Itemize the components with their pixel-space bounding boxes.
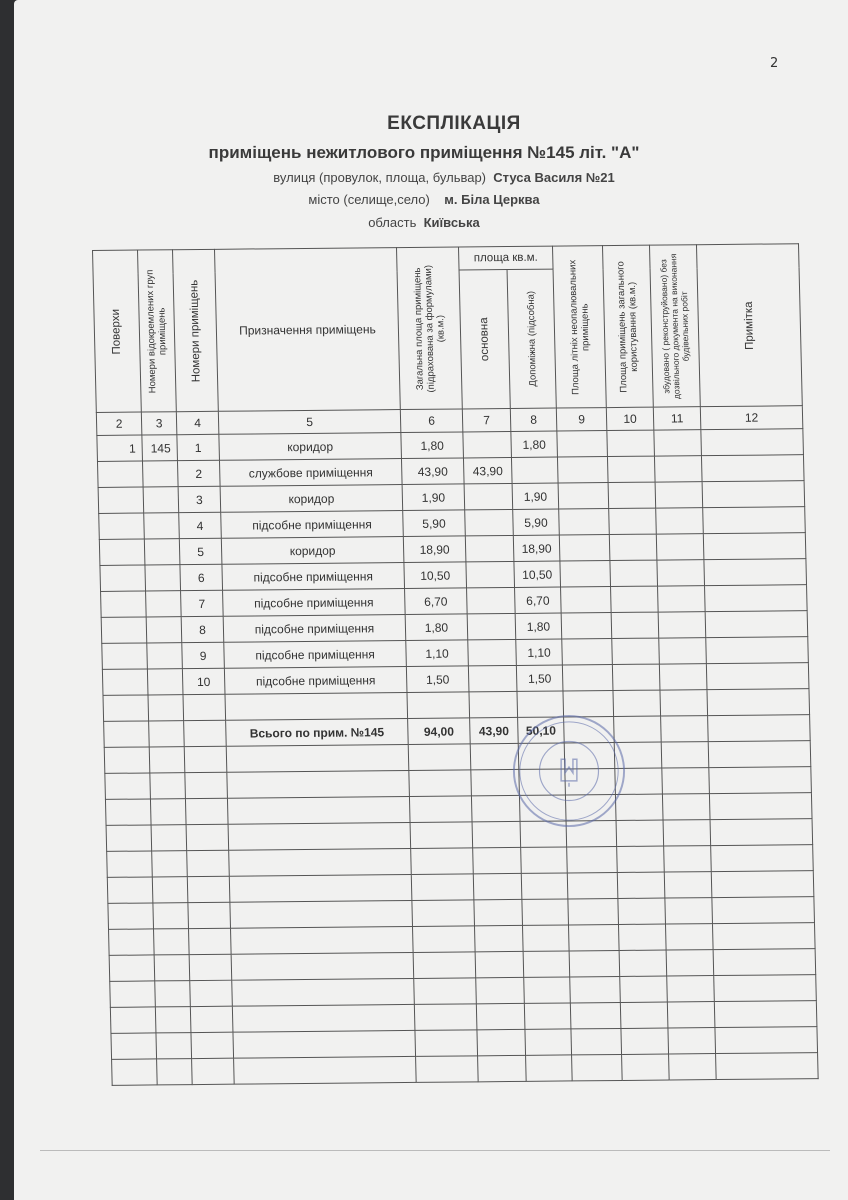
floor-cell xyxy=(102,669,148,695)
empty-cell xyxy=(187,850,230,876)
empty-cell xyxy=(153,903,189,929)
total-aux-sum-cell: 50,10 xyxy=(518,717,565,743)
col-header-total-area: Загальна площа приміщень (підрахована за формулами) (кв.м.) xyxy=(396,247,462,410)
empty-cell xyxy=(561,613,612,639)
street-label: вулиця (провулок, площа, бульвар) xyxy=(273,170,487,185)
room-number-cell: 2 xyxy=(177,460,220,486)
aux-area-cell: 1,50 xyxy=(516,665,563,691)
page-number: 2 xyxy=(770,56,779,71)
main-area-cell xyxy=(463,431,512,457)
col-header-main: основна xyxy=(459,270,510,409)
empty-cell xyxy=(656,508,704,534)
empty-cell xyxy=(610,560,658,586)
document-subtitle: приміщень нежитлового приміщення №145 літ. "А" xyxy=(208,143,640,162)
empty-cell xyxy=(557,457,608,483)
purpose-cell: підсобне приміщення xyxy=(224,641,407,669)
aux-area-cell: 10,50 xyxy=(514,561,561,587)
purpose-cell: коридор xyxy=(219,433,402,461)
column-number-cell: 3 xyxy=(141,412,177,435)
oblast-value: Київська xyxy=(423,215,480,230)
column-number-cell: 2 xyxy=(96,412,142,435)
total-area-cell: 1,10 xyxy=(406,640,469,667)
empty-cell xyxy=(559,535,610,561)
empty-cell xyxy=(661,742,709,768)
group-cell xyxy=(146,591,182,617)
empty-cell xyxy=(110,1007,156,1033)
explication-table xyxy=(92,243,819,1086)
empty-cell xyxy=(227,796,410,824)
col-header-summer: Площа літніх неопалювальних приміщень xyxy=(553,246,607,408)
empty-cell xyxy=(188,902,231,928)
empty-cell xyxy=(407,692,470,719)
empty-cell xyxy=(667,976,715,1002)
empty-cell xyxy=(184,720,227,746)
total-area-sum-cell: 94,00 xyxy=(408,718,471,745)
empty-cell xyxy=(715,1027,818,1054)
floor-cell xyxy=(98,487,144,513)
empty-cell xyxy=(667,1002,715,1028)
empty-cell xyxy=(183,694,226,720)
empty-cell xyxy=(655,482,703,508)
empty-cell xyxy=(154,929,190,955)
total-area-cell: 10,50 xyxy=(404,562,467,589)
empty-cell xyxy=(186,824,229,850)
column-number-cell: 7 xyxy=(462,408,511,431)
empty-cell xyxy=(413,952,476,979)
empty-cell xyxy=(709,767,812,794)
empty-cell xyxy=(560,561,611,587)
empty-cell xyxy=(150,799,186,825)
aux-area-cell: 1,10 xyxy=(516,639,563,665)
column-number-cell: 5 xyxy=(218,410,401,435)
empty-cell xyxy=(476,1003,525,1029)
main-area-cell xyxy=(468,665,517,691)
aux-area-cell: 1,80 xyxy=(511,431,558,457)
empty-cell xyxy=(705,611,808,638)
city-line xyxy=(0,192,848,207)
empty-cell xyxy=(611,586,659,612)
column-number-cell: 4 xyxy=(176,411,219,434)
floor-cell: 1 xyxy=(97,435,143,461)
floor-cell xyxy=(101,617,147,643)
empty-cell xyxy=(104,721,150,747)
floor-cell xyxy=(99,513,145,539)
empty-cell xyxy=(704,559,807,586)
empty-cell xyxy=(659,638,707,664)
empty-cell xyxy=(474,899,523,925)
purpose-cell: коридор xyxy=(220,485,403,513)
room-number-cell: 6 xyxy=(180,564,223,590)
empty-cell xyxy=(189,928,232,954)
aux-area-cell: 1,80 xyxy=(515,613,562,639)
empty-cell xyxy=(105,773,151,799)
room-number-cell: 1 xyxy=(177,434,220,460)
main-area-cell: 43,90 xyxy=(463,457,512,483)
empty-cell xyxy=(701,429,804,456)
empty-cell xyxy=(227,770,410,798)
empty-cell xyxy=(663,820,711,846)
empty-cell xyxy=(107,851,153,877)
empty-cell xyxy=(706,663,809,690)
empty-cell xyxy=(714,975,817,1002)
empty-cell xyxy=(191,1032,234,1058)
empty-cell xyxy=(228,822,411,850)
empty-cell xyxy=(190,1006,233,1032)
empty-cell xyxy=(185,798,228,824)
empty-cell xyxy=(524,1003,571,1029)
empty-cell xyxy=(189,954,232,980)
column-number-cell: 12 xyxy=(700,406,803,430)
city-value: м. Біла Церква xyxy=(444,192,540,207)
group-cell xyxy=(142,461,178,487)
empty-cell xyxy=(703,507,806,534)
empty-cell xyxy=(612,638,660,664)
main-area-cell xyxy=(465,535,514,561)
empty-cell xyxy=(111,1033,157,1059)
empty-cell xyxy=(150,773,186,799)
col-header-purpose: Призначення приміщень xyxy=(215,248,401,412)
empty-cell xyxy=(559,509,610,535)
empty-cell xyxy=(662,768,710,794)
aux-area-cell xyxy=(511,457,558,483)
empty-cell xyxy=(665,898,713,924)
total-area-cell: 6,70 xyxy=(405,588,468,615)
explication-table-wrap xyxy=(92,243,818,1110)
main-area-cell xyxy=(468,639,517,665)
empty-cell xyxy=(572,1054,623,1080)
main-area-cell xyxy=(467,587,516,613)
empty-cell xyxy=(155,981,191,1007)
empty-cell xyxy=(669,1054,717,1080)
empty-cell xyxy=(664,872,712,898)
column-number-cell: 6 xyxy=(400,409,463,433)
empty-cell xyxy=(571,1028,622,1054)
empty-cell xyxy=(708,741,811,768)
total-area-cell: 18,90 xyxy=(403,536,466,563)
empty-cell xyxy=(411,848,474,875)
empty-cell xyxy=(569,924,620,950)
empty-cell xyxy=(190,980,233,1006)
purpose-cell: коридор xyxy=(221,537,404,565)
empty-cell xyxy=(609,508,657,534)
empty-cell xyxy=(620,1002,668,1028)
purpose-cell: підсобне приміщення xyxy=(221,511,404,539)
column-number-cell: 9 xyxy=(556,408,607,431)
empty-cell xyxy=(662,794,710,820)
empty-cell xyxy=(570,976,621,1002)
empty-cell xyxy=(703,533,806,560)
col-header-room-numbers: Номери приміщень xyxy=(173,249,219,411)
empty-cell xyxy=(619,950,667,976)
empty-cell xyxy=(708,715,811,742)
room-number-cell: 10 xyxy=(182,668,225,694)
empty-cell xyxy=(109,929,155,955)
aux-area-cell: 1,90 xyxy=(512,483,559,509)
empty-cell xyxy=(151,825,187,851)
empty-cell xyxy=(192,1058,235,1084)
empty-cell xyxy=(187,876,230,902)
empty-cell xyxy=(184,746,227,772)
oblast-line xyxy=(0,215,848,230)
total-label-cell: Всього по прим. №145 xyxy=(226,718,409,746)
purpose-cell: підсобне приміщення xyxy=(223,615,406,643)
floor-cell xyxy=(97,461,143,487)
col-header-note: Примітка xyxy=(696,244,802,407)
empty-cell xyxy=(658,586,706,612)
room-number-cell: 9 xyxy=(182,642,225,668)
empty-cell xyxy=(567,872,618,898)
empty-cell xyxy=(521,873,568,899)
room-number-cell: 5 xyxy=(179,538,222,564)
empty-cell xyxy=(618,898,666,924)
group-cell xyxy=(147,669,183,695)
empty-cell xyxy=(567,846,618,872)
empty-cell xyxy=(108,903,154,929)
group-cell xyxy=(147,643,183,669)
empty-cell xyxy=(521,847,568,873)
empty-cell xyxy=(107,877,153,903)
empty-cell xyxy=(112,1059,158,1085)
col-header-group-numbers: Номери відокремлених груп приміщень xyxy=(138,250,177,412)
empty-cell xyxy=(611,612,659,638)
empty-cell xyxy=(612,664,660,690)
empty-cell xyxy=(229,848,412,876)
empty-cell xyxy=(473,873,522,899)
empty-cell xyxy=(622,1054,670,1080)
empty-cell xyxy=(409,796,472,823)
empty-cell xyxy=(409,770,472,797)
empty-cell xyxy=(414,1004,477,1031)
table-row xyxy=(112,1053,819,1086)
group-cell xyxy=(146,617,182,643)
column-number-cell: 8 xyxy=(510,408,557,431)
official-stamp-icon xyxy=(510,712,628,830)
total-main-sum-cell: 43,90 xyxy=(470,717,519,743)
empty-cell xyxy=(106,825,152,851)
empty-cell xyxy=(523,951,570,977)
document-title: ЕКСПЛІКАЦІЯ xyxy=(387,113,521,134)
column-number-cell: 11 xyxy=(653,407,701,430)
main-area-cell xyxy=(464,483,513,509)
room-number-cell: 8 xyxy=(181,616,224,642)
empty-cell xyxy=(104,747,150,773)
empty-cell xyxy=(110,981,156,1007)
empty-cell xyxy=(707,689,810,716)
empty-cell xyxy=(713,949,816,976)
empty-cell xyxy=(522,899,569,925)
oblast-label: область xyxy=(368,215,417,230)
purpose-cell: службове приміщення xyxy=(219,459,402,487)
purpose-cell: підсобне приміщення xyxy=(224,667,407,695)
column-number-cell: 10 xyxy=(606,407,654,430)
empty-cell xyxy=(103,695,149,721)
empty-cell xyxy=(705,585,808,612)
empty-cell xyxy=(414,978,477,1005)
empty-cell xyxy=(657,560,705,586)
empty-cell xyxy=(522,925,569,951)
empty-cell xyxy=(621,1028,669,1054)
aux-area-cell: 5,90 xyxy=(513,509,560,535)
empty-cell xyxy=(226,744,409,772)
empty-cell xyxy=(710,819,813,846)
empty-cell xyxy=(668,1028,716,1054)
empty-cell xyxy=(524,977,571,1003)
purpose-cell: підсобне приміщення xyxy=(222,563,405,591)
empty-cell xyxy=(230,900,413,928)
total-area-cell: 1,80 xyxy=(405,614,468,641)
empty-cell xyxy=(712,897,815,924)
empty-cell xyxy=(415,1030,478,1057)
city-label: місто (селище,село) xyxy=(308,192,430,207)
col-header-area-group: площа кв.м. xyxy=(458,246,553,270)
main-area-cell xyxy=(466,561,515,587)
empty-cell xyxy=(149,747,185,773)
empty-cell xyxy=(105,799,151,825)
empty-cell xyxy=(660,690,708,716)
floor-cell xyxy=(101,591,147,617)
aux-area-cell: 6,70 xyxy=(515,587,562,613)
col-header-auxiliary: Допоміжна (підсобна) xyxy=(507,269,556,408)
empty-cell xyxy=(561,587,612,613)
street-value: Стуса Василя №21 xyxy=(493,170,615,185)
empty-cell xyxy=(477,1029,526,1055)
empty-cell xyxy=(476,977,525,1003)
empty-cell xyxy=(154,955,190,981)
empty-cell xyxy=(525,1029,572,1055)
empty-cell xyxy=(658,612,706,638)
empty-cell xyxy=(526,1055,573,1081)
empty-cell xyxy=(659,664,707,690)
empty-cell xyxy=(229,874,412,902)
col-header-floors: Поверхи xyxy=(93,250,142,412)
empty-cell xyxy=(411,874,474,901)
total-area-cell: 1,90 xyxy=(402,484,465,511)
empty-cell xyxy=(473,847,522,873)
empty-cell xyxy=(232,1004,415,1032)
empty-cell xyxy=(234,1056,417,1084)
empty-cell xyxy=(231,926,414,954)
empty-cell xyxy=(152,877,188,903)
empty-cell xyxy=(478,1055,527,1081)
empty-cell xyxy=(562,665,613,691)
room-number-cell: 4 xyxy=(179,512,222,538)
street-line xyxy=(0,170,848,185)
empty-cell xyxy=(155,1007,191,1033)
empty-cell xyxy=(156,1033,192,1059)
empty-cell xyxy=(568,898,619,924)
empty-cell xyxy=(148,695,184,721)
empty-cell xyxy=(412,900,475,927)
room-number-cell: 3 xyxy=(178,486,221,512)
empty-cell xyxy=(225,692,408,720)
empty-cell xyxy=(562,639,613,665)
empty-cell xyxy=(712,923,815,950)
empty-cell xyxy=(412,926,475,953)
group-cell xyxy=(143,487,179,513)
empty-cell xyxy=(557,431,608,457)
empty-cell xyxy=(157,1059,193,1085)
empty-cell xyxy=(711,871,814,898)
empty-cell xyxy=(702,481,805,508)
empty-cell xyxy=(666,924,714,950)
empty-cell xyxy=(619,924,667,950)
empty-cell xyxy=(706,637,809,664)
empty-cell xyxy=(149,721,185,747)
empty-cell xyxy=(711,845,814,872)
empty-cell xyxy=(558,483,609,509)
group-cell xyxy=(144,539,180,565)
total-area-cell: 1,50 xyxy=(406,666,469,693)
empty-cell xyxy=(608,482,656,508)
empty-cell xyxy=(666,950,714,976)
empty-cell xyxy=(607,430,655,456)
empty-cell xyxy=(607,456,655,482)
empty-cell xyxy=(231,952,414,980)
empty-cell xyxy=(416,1056,479,1083)
col-header-common: Площа приміщень загального користування (кв.м.) xyxy=(603,245,654,407)
page-bottom-edge xyxy=(40,1150,830,1151)
empty-cell xyxy=(475,951,524,977)
aux-area-cell: 18,90 xyxy=(513,535,560,561)
empty-cell xyxy=(232,978,415,1006)
empty-cell xyxy=(714,1001,817,1028)
empty-cell xyxy=(410,822,473,849)
main-area-cell xyxy=(465,509,514,535)
empty-cell xyxy=(617,872,665,898)
floor-cell xyxy=(102,643,148,669)
empty-cell xyxy=(664,846,712,872)
empty-cell xyxy=(716,1053,819,1080)
empty-cell xyxy=(654,430,702,456)
group-cell xyxy=(145,565,181,591)
col-header-rebuilt: збудовано ( реконструйовано) без дозвільного документа на виконання будівельних робіт xyxy=(650,245,701,407)
empty-cell xyxy=(233,1030,416,1058)
empty-cell xyxy=(569,950,620,976)
empty-cell xyxy=(474,925,523,951)
empty-cell xyxy=(609,534,657,560)
main-area-cell xyxy=(467,613,516,639)
empty-cell xyxy=(661,716,709,742)
empty-cell xyxy=(617,846,665,872)
empty-cell xyxy=(656,534,704,560)
room-number-cell: 7 xyxy=(181,590,224,616)
empty-cell xyxy=(701,455,804,482)
empty-cell xyxy=(709,793,812,820)
empty-cell xyxy=(654,456,702,482)
purpose-cell: підсобне приміщення xyxy=(223,589,406,617)
floor-cell xyxy=(99,539,145,565)
empty-cell xyxy=(620,976,668,1002)
empty-cell xyxy=(109,955,155,981)
total-area-cell: 5,90 xyxy=(403,510,466,537)
total-area-cell: 43,90 xyxy=(401,458,464,485)
empty-cell xyxy=(570,1002,621,1028)
floor-cell xyxy=(100,565,146,591)
total-area-cell: 1,80 xyxy=(401,432,464,459)
empty-cell xyxy=(408,744,471,771)
empty-cell xyxy=(185,772,228,798)
empty-cell xyxy=(152,851,188,877)
group-cell xyxy=(144,513,180,539)
group-cell: 145 xyxy=(142,435,178,461)
